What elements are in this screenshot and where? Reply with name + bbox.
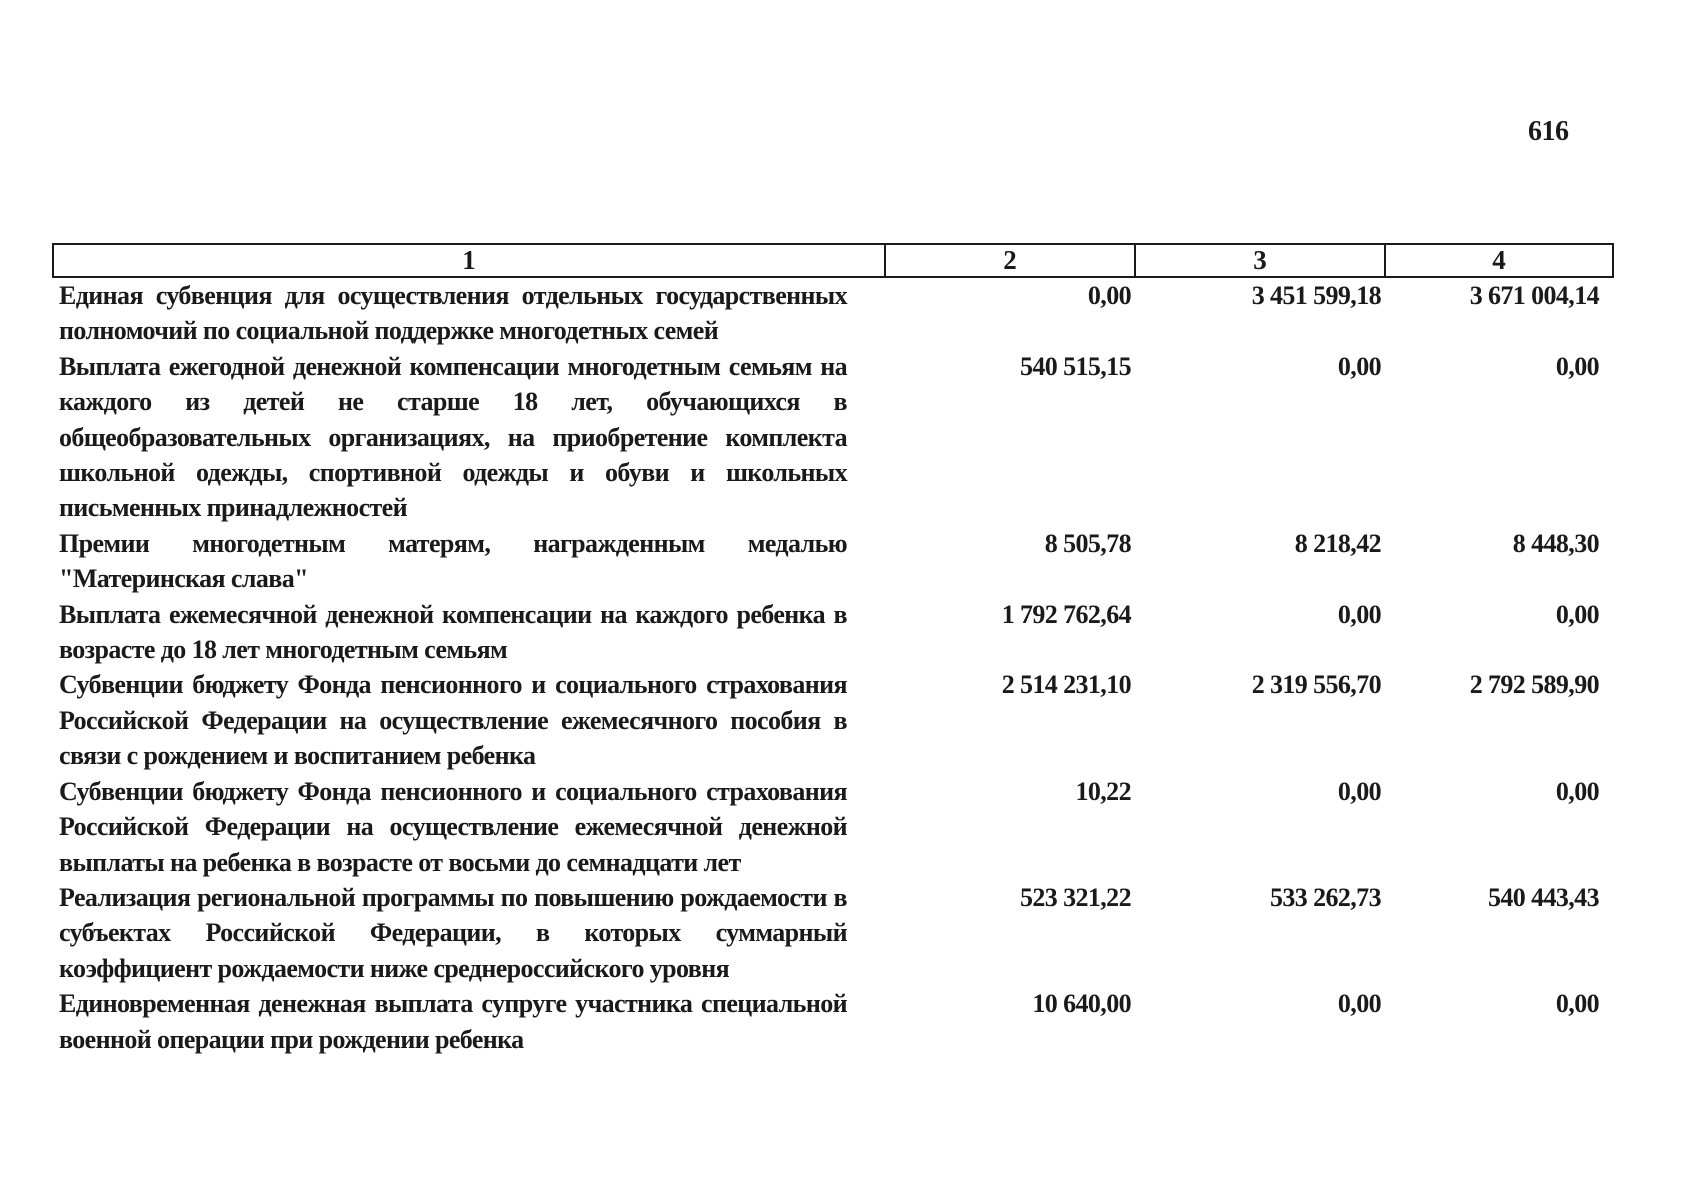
table-row xyxy=(53,667,1613,773)
table-row xyxy=(53,986,1613,1057)
row-value-col3: 533 262,73 xyxy=(1269,882,1381,912)
table-row xyxy=(53,526,1613,597)
row-label: Выплата ежемесячной денежной компенсации на каждого ребенка в возрасте до 18 лет многодетным семьям xyxy=(59,599,847,665)
row-value-col4: 8 448,30 xyxy=(1512,528,1599,558)
row-value-col3: 3 451 599,18 xyxy=(1251,281,1381,310)
header-row xyxy=(53,244,1613,277)
table-header xyxy=(53,244,1613,277)
row-value-col3: 0,00 xyxy=(1337,776,1381,806)
row-value-col4: 0,00 xyxy=(1555,989,1599,1019)
row-value-col2: 1 792 762,64 xyxy=(1001,599,1131,629)
page-number: 616 xyxy=(1528,116,1569,147)
column-header-1: 1 xyxy=(53,244,885,277)
row-value-col3: 8 218,42 xyxy=(1294,528,1381,558)
row-value-col2: 540 515,15 xyxy=(1019,351,1131,381)
row-value-col2: 8 505,78 xyxy=(1044,528,1131,558)
row-value-col4: 0,00 xyxy=(1555,351,1599,381)
row-value-col2: 0,00 xyxy=(1087,281,1131,310)
table-row xyxy=(53,597,1613,668)
row-label: Единая субвенция для осуществления отдельных государственных полномочий по социальной поддержке многодетных семей xyxy=(59,281,847,346)
row-label: Субвенции бюджету Фонда пенсионного и социального страхования Российской Федерации на осуществление ежемесячной денежной выплаты на ребенка в возрасте от восьми до семнадцати лет xyxy=(59,776,847,877)
row-label: Единовременная денежная выплата супруге участника специальной военной операции при рождении ребенка xyxy=(59,989,847,1054)
row-value-col4: 0,00 xyxy=(1555,776,1599,806)
row-value-col3: 0,00 xyxy=(1337,989,1381,1019)
table-row xyxy=(53,880,1613,986)
row-label: Выплата ежегодной денежной компенсации многодетным семьям на каждого из детей не старше 18 лет, обучающихся в общеобразовательных организациях, на приобретение комплекта школьной одежды, спортивной одежды и обуви и школьных письменных принадлежностей xyxy=(59,351,847,523)
row-value-col4: 540 443,43 xyxy=(1487,882,1599,912)
row-value-col3: 0,00 xyxy=(1337,351,1381,381)
table-row xyxy=(53,774,1613,880)
row-value-col2: 10,22 xyxy=(1075,776,1131,806)
row-label: Субвенции бюджету Фонда пенсионного и социального страхования Российской Федерации на осуществление ежемесячного пособия в связи с рождением и воспитанием ребенка xyxy=(59,670,847,771)
row-value-col2: 10 640,00 xyxy=(1032,989,1131,1019)
table-row xyxy=(53,349,1613,526)
table-row xyxy=(53,277,1613,349)
row-value-col4: 2 792 589,90 xyxy=(1469,670,1599,700)
budget-table xyxy=(52,243,1614,1057)
column-header-4: 4 xyxy=(1385,244,1613,277)
row-value-col3: 2 319 556,70 xyxy=(1251,670,1381,700)
row-value-col4: 3 671 004,14 xyxy=(1469,281,1599,310)
row-label: Премии многодетным матерям, награжденным медалью "Материнская слава" xyxy=(59,528,847,594)
column-header-3: 3 xyxy=(1135,244,1385,277)
row-label: Реализация региональной программы по повышению рождаемости в субъектах Российской Федерации, в которых суммарный коэффициент рождаемости ниже среднероссийского уровня xyxy=(59,882,847,983)
row-value-col4: 0,00 xyxy=(1555,599,1599,629)
table-body xyxy=(53,277,1613,1057)
column-header-2: 2 xyxy=(885,244,1135,277)
row-value-col2: 523 321,22 xyxy=(1019,882,1131,912)
row-value-col3: 0,00 xyxy=(1337,599,1381,629)
row-value-col2: 2 514 231,10 xyxy=(1001,670,1131,700)
